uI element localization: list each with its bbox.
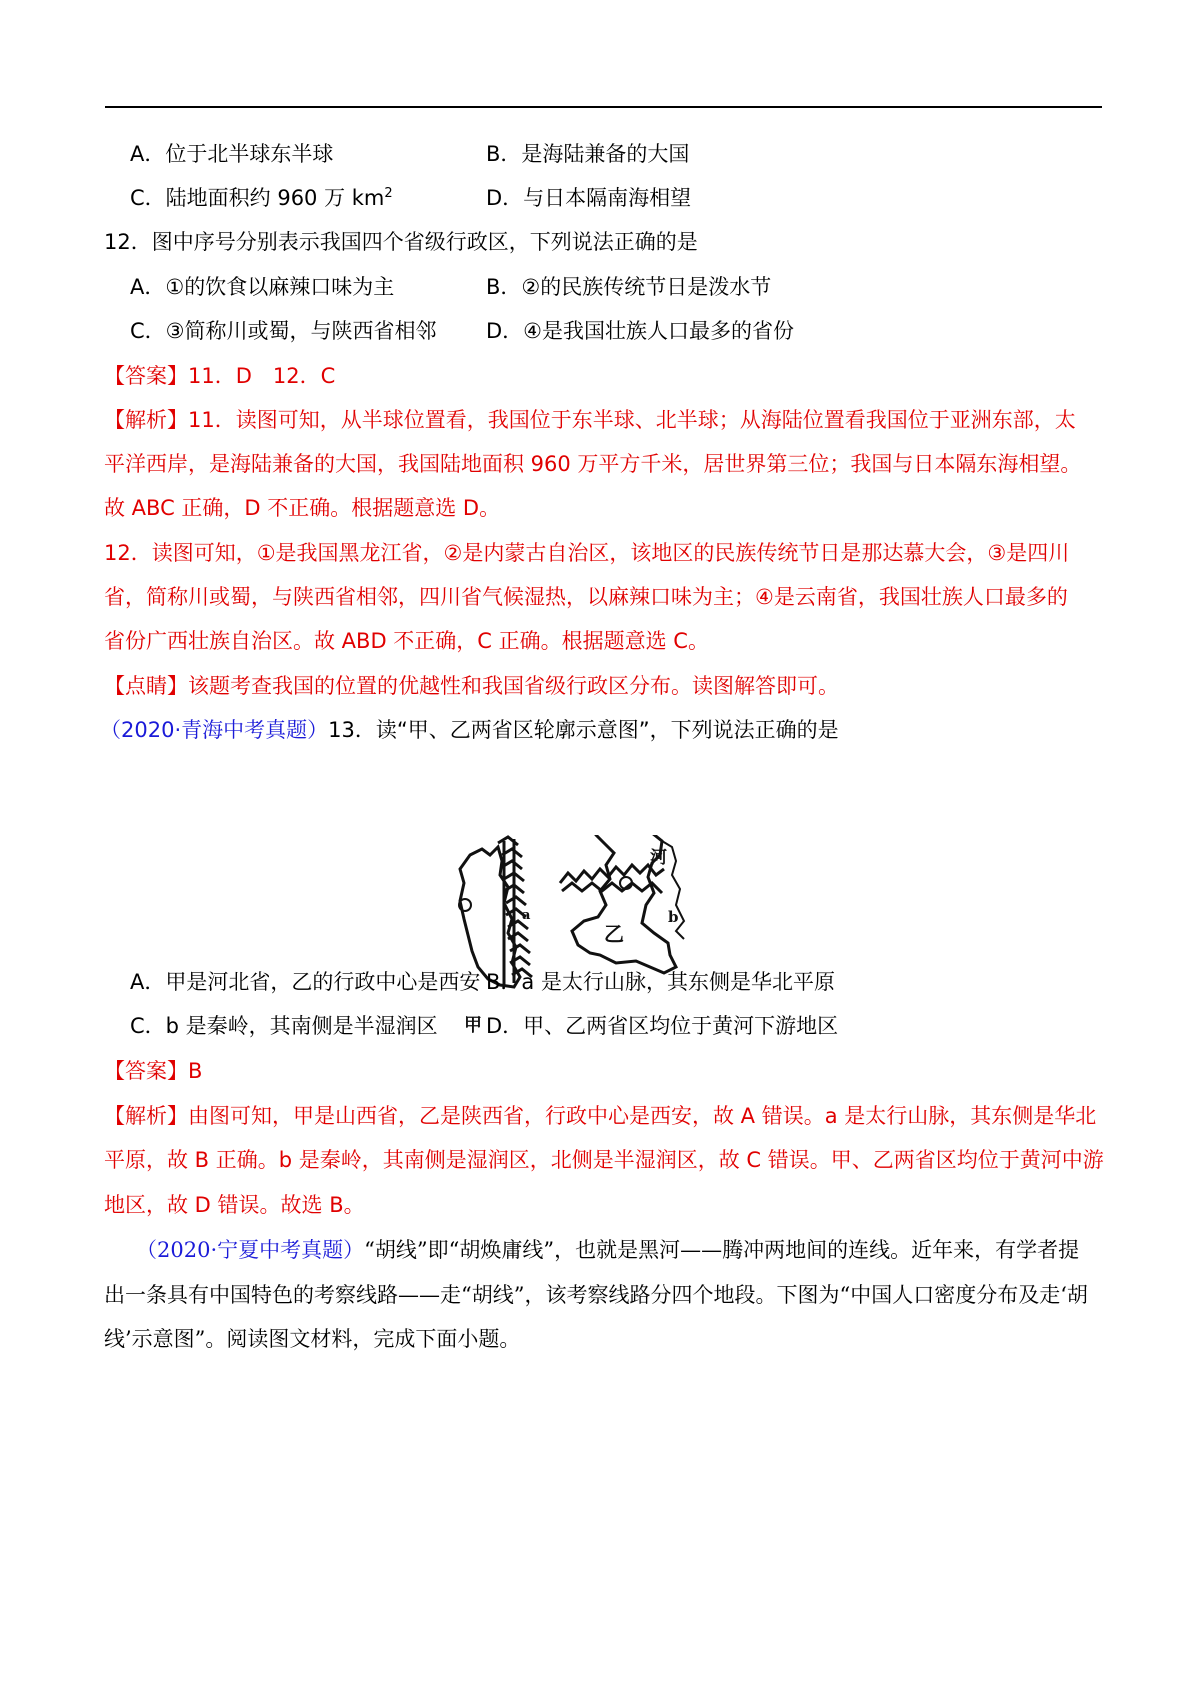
q13-option-b: B．a 是太行山脉，其东侧是华北平原 (486, 970, 835, 994)
explanation-12-line1: 12．读图可知，①是我国黑龙江省，②是内蒙古自治区，该地区的民族传统节日是那达慕大会，③是四川 (104, 541, 1070, 565)
header-rule (105, 106, 1102, 108)
yi-label: 乙 (604, 922, 624, 946)
explanation-12-line3: 省份广西壮族自治区。故 ABD 不正确，C 正确。根据题意选 C。 (104, 629, 709, 653)
q12-option-b: B．②的民族传统节日是泼水节 (486, 275, 772, 299)
ningxia-line3: 线’示意图”。阅读图文材料，完成下面小题。 (104, 1327, 521, 1351)
q13-option-d: D．甲、乙两省区均位于黄河下游地区 (486, 1014, 839, 1038)
point-note: 【点睛】该题考查我国的位置的优越性和我国省级行政区分布。读图解答即可。 (104, 674, 839, 698)
explanation-13-line3: 地区，故 D 错误。故选 B。 (104, 1193, 365, 1217)
province-outline-map (440, 835, 770, 1035)
q13-option-a: A．甲是河北省，乙的行政中心是西安 (130, 970, 481, 994)
q13-option-c: C．b 是秦岭，其南侧是半湿润区 (130, 1014, 438, 1038)
q11-option-a: A．位于北半球东半球 (130, 142, 334, 166)
q12-stem: 12．图中序号分别表示我国四个省级行政区，下列说法正确的是 (104, 230, 698, 254)
q12-option-d: D．④是我国壮族人口最多的省份 (486, 319, 794, 343)
answer-13: 【答案】B (104, 1059, 203, 1083)
jia-label: 甲 (464, 1015, 482, 1035)
yi-he-label: 河 (650, 848, 667, 868)
ningxia-line2: 出一条具有中国特色的考察线路——走“胡线”，该考察线路分四个地段。下图为“中国人口密度分布及走‘胡 (104, 1283, 1088, 1307)
explanation-13-line1: 【解析】由图可知，甲是山西省，乙是陕西省，行政中心是西安，故 A 错误。a 是太行山脉，其东侧是华北 (104, 1104, 1097, 1128)
q12-option-a: A．①的饮食以麻辣口味为主 (130, 275, 395, 299)
explanation-11-line2: 平洋西岸，是海陆兼备的大国，我国陆地面积 960 万平方千米，居世界第三位；我国与日本隔东海相望。 (104, 452, 1082, 476)
jia-province-outline (460, 847, 520, 987)
q13-stem: （2020·青海中考真题）13．读“甲、乙两省区轮廓示意图”，下列说法正确的是 (100, 718, 839, 742)
answer-11-12: 【答案】11．D 12．C (104, 364, 336, 388)
ningxia-source: （2020·宁夏中考真题） (136, 1238, 365, 1262)
q11-option-b: B．是海陆兼备的大国 (486, 142, 690, 166)
q11-option-c: C．陆地面积约 960 万 $km^2$ (130, 186, 393, 210)
label-b: b (668, 908, 679, 926)
q12-option-c: C．③简称川或蜀，与陕西省相邻 (130, 319, 437, 343)
explanation-11-line1: 【解析】11．读图可知，从半球位置看，我国位于东半球、北半球；从海陆位置看我国位于亚洲东部，太 (104, 408, 1076, 432)
q11-option-d: D．与日本隔南海相望 (486, 186, 692, 210)
ningxia-line1: （2020·宁夏中考真题）“胡线”即“胡焕庸线”，也就是黑河——腾冲两地间的连线。近年来，有学者提 (136, 1238, 1080, 1262)
explanation-11-line3: 故 ABC 正确，D 不正确。根据题意选 D。 (104, 496, 501, 520)
label-a: a (522, 908, 531, 923)
explanation-12-line2: 省，简称川或蜀，与陕西省相邻，四川省气候湿热，以麻辣口味为主；④是云南省，我国壮族人口最多的 (104, 585, 1068, 609)
superscript-2: 2 (384, 186, 393, 201)
explanation-13-line2: 平原，故 B 正确。b 是秦岭，其南侧是湿润区，北侧是半湿润区，故 C 错误。甲、乙两省区均位于黄河中游 (104, 1148, 1104, 1172)
q13-source: （2020·青海中考真题） (100, 718, 329, 742)
